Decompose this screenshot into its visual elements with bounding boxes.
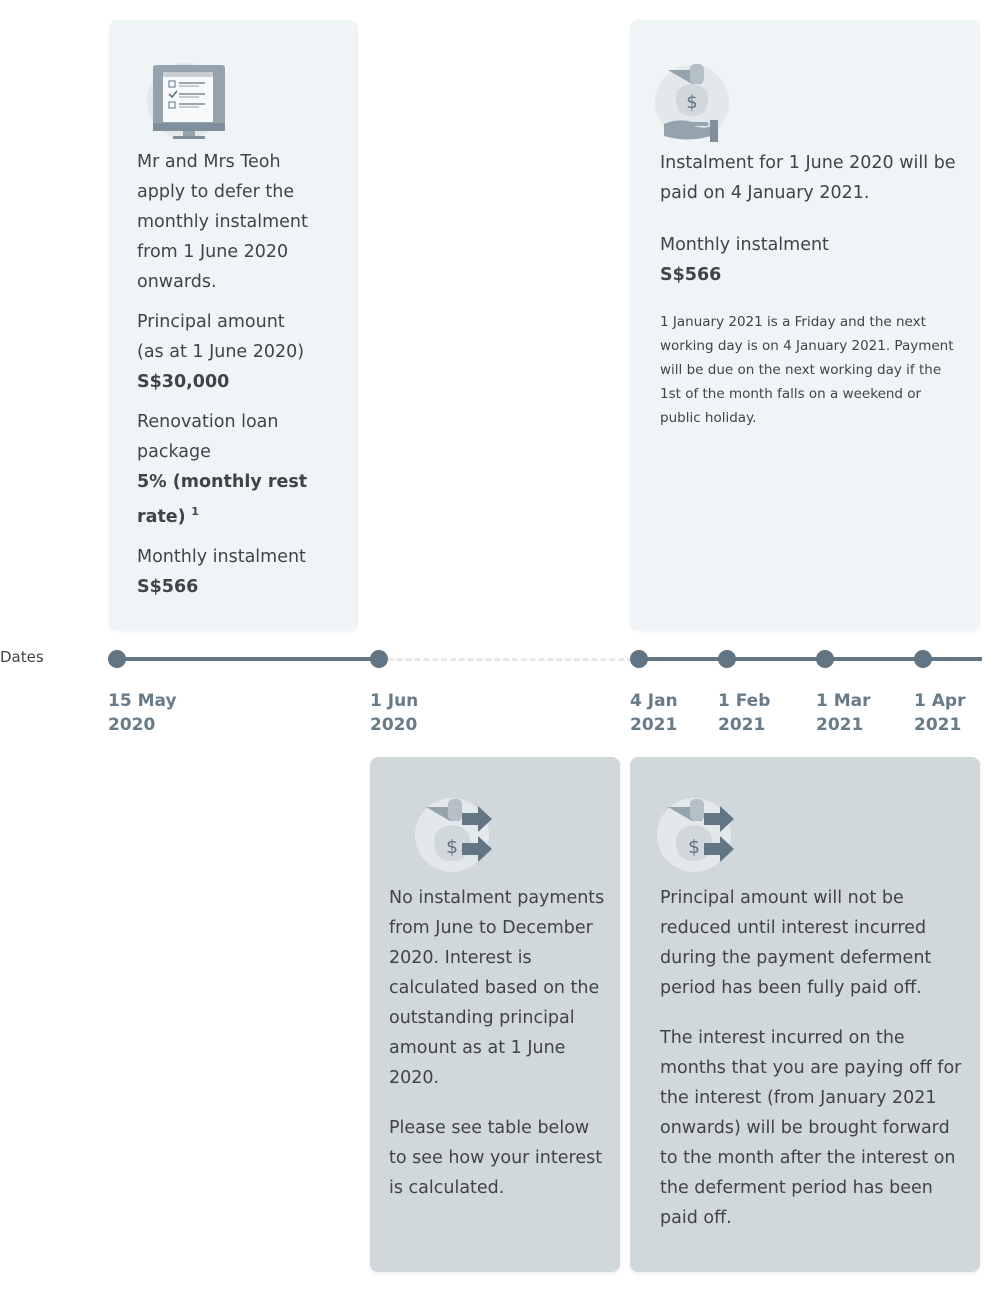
timeline-tick-label: 1 Feb 2021 (718, 691, 771, 735)
package-block: Renovation loan package 5% (monthly rest rate) $^1$ (137, 412, 308, 527)
deferment-card (370, 757, 620, 1272)
timeline-tick-label: 15 May 2020 (108, 691, 177, 735)
instalment-block: Monthly instalment S$566 (137, 546, 306, 597)
timeline-dot-4-jan-2021 (630, 650, 648, 668)
timeline-dot-1-apr-2021 (914, 650, 932, 668)
computer-checklist-icon (147, 61, 229, 143)
timeline-tick-label: 1 Mar 2021 (816, 691, 871, 735)
timeline-segment-pre-deferment (117, 657, 379, 661)
timeline-tick-label: 4 Jan 2021 (630, 691, 678, 735)
instalment-value: S$566 (137, 576, 199, 597)
timeline-dot-15-may-2020 (108, 650, 126, 668)
footnote-marker: 1 (191, 505, 199, 518)
apply-text: Mr and Mrs Teoh apply to defer the monthly instalment from 1 June 2020 onwards. (137, 152, 308, 292)
package-rate: 5% (monthly rest (137, 472, 308, 492)
svg-text:$: $ (686, 92, 698, 113)
interest-brought-forward-text: The interest incurred on the months that you are paying off for the interest (from January 2021 onwards) will be brought forward to the month after the interest on the deferment period has been paid off. (660, 1028, 962, 1228)
payment-instalment-block: Monthly instalment S$566 (660, 235, 829, 285)
timeline-tick-label: 1 Jun 2020 (370, 691, 419, 735)
deferment-table-note: Please see table below to see how your interest is calculated. (389, 1118, 603, 1198)
deferment-text: No instalment payments from June to December 2020. Interest is calculated based on the outstanding principal amount as at 1 June 2020. (389, 888, 605, 1088)
svg-text:$: $ (687, 836, 701, 858)
principal-text: Principal amount will not be reduced until interest incurred during the payment deferment period has been fully paid off. (660, 888, 932, 998)
principal-card (630, 757, 980, 1272)
timeline-tick-label: 1 Apr 2021 (914, 691, 966, 735)
timeline-dot-1-mar-2021 (816, 650, 834, 668)
payment-instalment-value: S$566 (660, 265, 722, 285)
svg-text:$: $ (445, 836, 459, 858)
apply-card (109, 20, 358, 630)
timeline-segment-deferment (388, 658, 633, 661)
money-bag-arrows-icon (656, 795, 740, 879)
money-bag-hand-icon (654, 62, 734, 144)
timeline-dot-1-feb-2021 (718, 650, 736, 668)
working-day-note: 1 January 2021 is a Friday and the next working day is on 4 January 2021. Payment will be due on the next working day if the 1st of the month falls on a weekend or public holiday. (660, 314, 954, 426)
timeline-dot-1-jun-2020 (370, 650, 388, 668)
principal-value: S$30,000 (137, 372, 230, 392)
timeline-label: Dates (0, 648, 44, 666)
principal-block: Principal amount (as at 1 June 2020) S$30,000 (137, 312, 305, 392)
payment-card (630, 20, 980, 630)
payment-text: Instalment for 1 June 2020 will be paid on 4 January 2021. (660, 153, 956, 203)
money-bag-arrows-icon (414, 795, 498, 879)
